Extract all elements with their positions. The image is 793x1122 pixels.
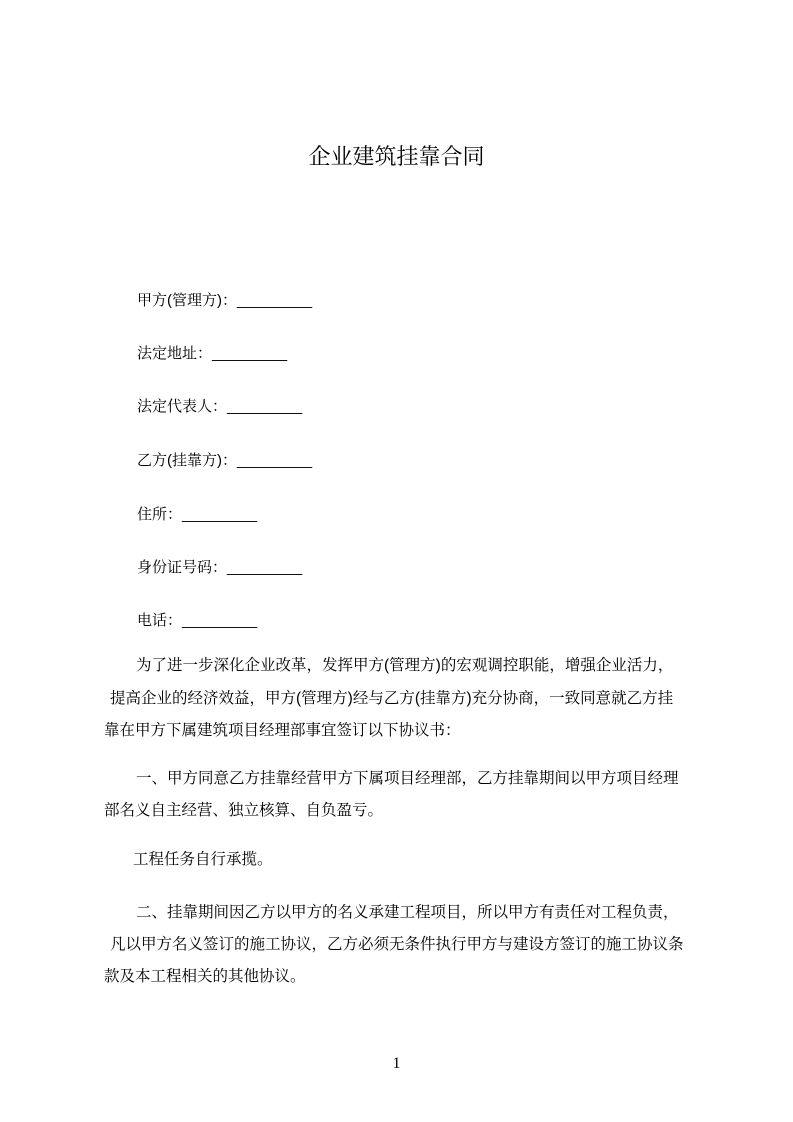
page-number: 1 — [392, 1055, 401, 1072]
paragraph-line: 工程任务自行承揽。 — [133, 851, 273, 868]
paragraph-line: 提高企业的经济效益，甲方(管理方)经与乙方(挂靠方)充分协商，一致同意就乙方挂 — [110, 690, 674, 707]
document-title: 企业建筑挂靠合同 — [308, 144, 485, 169]
paragraph-line: 凡以甲方名义签订的施工协议，乙方必须无条件执行甲方与建设方签订的施工协议条 — [110, 936, 684, 953]
field-legal-address: 法定地址：_________ — [137, 345, 288, 362]
paragraph-line: 靠在甲方下属建筑项目经理部事宜签订以下协议书： — [104, 722, 461, 739]
paragraph-line: 款及本工程相关的其他协议。 — [104, 968, 306, 985]
field-id-number: 身份证号码：_________ — [137, 559, 303, 576]
paragraph-line: 一、甲方同意乙方挂靠经营甲方下属项目经理部，乙方挂靠期间以甲方项目经理 — [136, 770, 679, 787]
field-residence: 住所：_________ — [137, 506, 258, 523]
field-phone: 电话：_________ — [137, 612, 258, 629]
field-legal-representative: 法定代表人：_________ — [137, 398, 303, 415]
paragraph-line: 二、挂靠期间因乙方以甲方的名义承建工程项目，所以甲方有责任对工程负责， — [136, 904, 679, 921]
paragraph-line: 部名义自主经营、独立核算、自负盈亏。 — [104, 802, 384, 819]
field-party-a: 甲方(管理方)：_________ — [137, 292, 313, 309]
paragraph-line: 为了进一步深化企业改革，发挥甲方(管理方)的宏观调控职能，增强企业活力， — [136, 657, 674, 674]
field-party-b: 乙方(挂靠方)：_________ — [137, 452, 313, 469]
